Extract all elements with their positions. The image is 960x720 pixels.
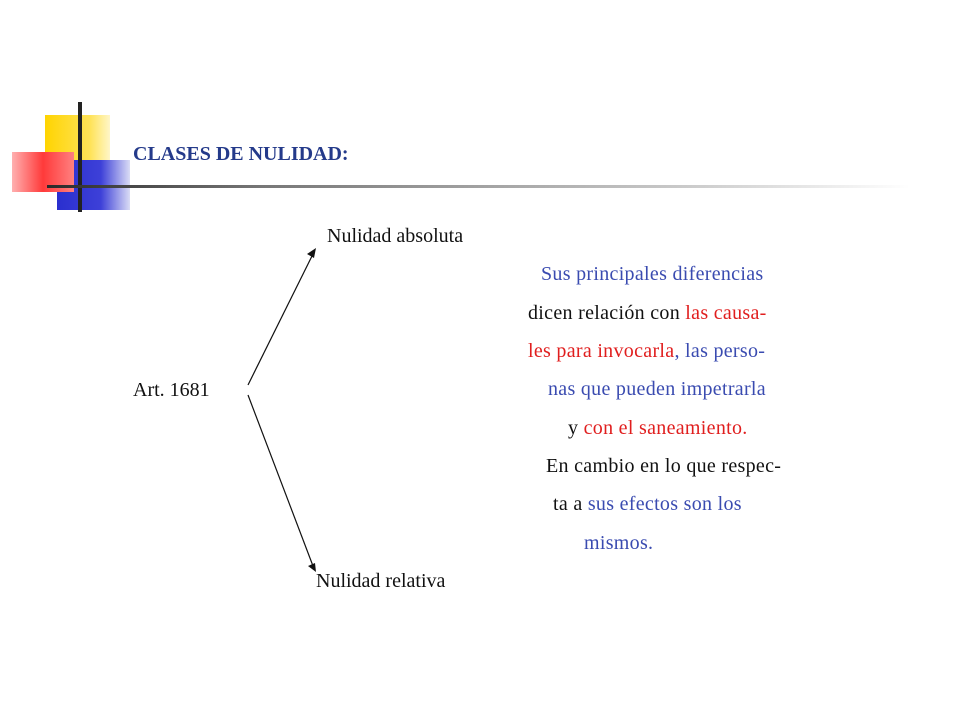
horizontal-rule [47, 185, 910, 188]
paragraph-line [541, 262, 763, 286]
paragraph-line [584, 531, 653, 555]
paragraph-line [548, 377, 766, 401]
paragraph-line [528, 339, 765, 363]
paragraph-segment: mismos. [584, 532, 654, 554]
paragraph-segment: con el saneamiento. [583, 417, 748, 439]
paragraph-segment: y [568, 417, 584, 439]
paragraph-segment: las causa- [685, 302, 767, 324]
paragraph-segment: En cambio en lo que respec- [546, 455, 782, 477]
paragraph-line [553, 492, 742, 516]
paragraph-line [568, 416, 748, 440]
paragraph-segment: sus efectos son los [587, 493, 742, 515]
bottom-branch-label: Nulidad relativa [316, 570, 446, 592]
top-branch-label: Nulidad absoluta [327, 225, 464, 247]
paragraph-segment: les para invocarla [528, 340, 675, 362]
paragraph-line [528, 301, 767, 325]
paragraph-segment: Sus principales diferencias [541, 263, 764, 285]
paragraph-segment: nas que pueden impetrarla [548, 378, 766, 400]
slide-title: CLASES DE NULIDAD: [133, 143, 349, 165]
paragraph-line [546, 454, 781, 478]
paragraph-segment: , las perso- [674, 340, 766, 362]
paragraph-segment: dicen relación con [528, 302, 686, 324]
root-label: Art. 1681 [133, 379, 210, 401]
vertical-line [78, 102, 82, 212]
paragraph-segment: ta a [553, 493, 588, 515]
